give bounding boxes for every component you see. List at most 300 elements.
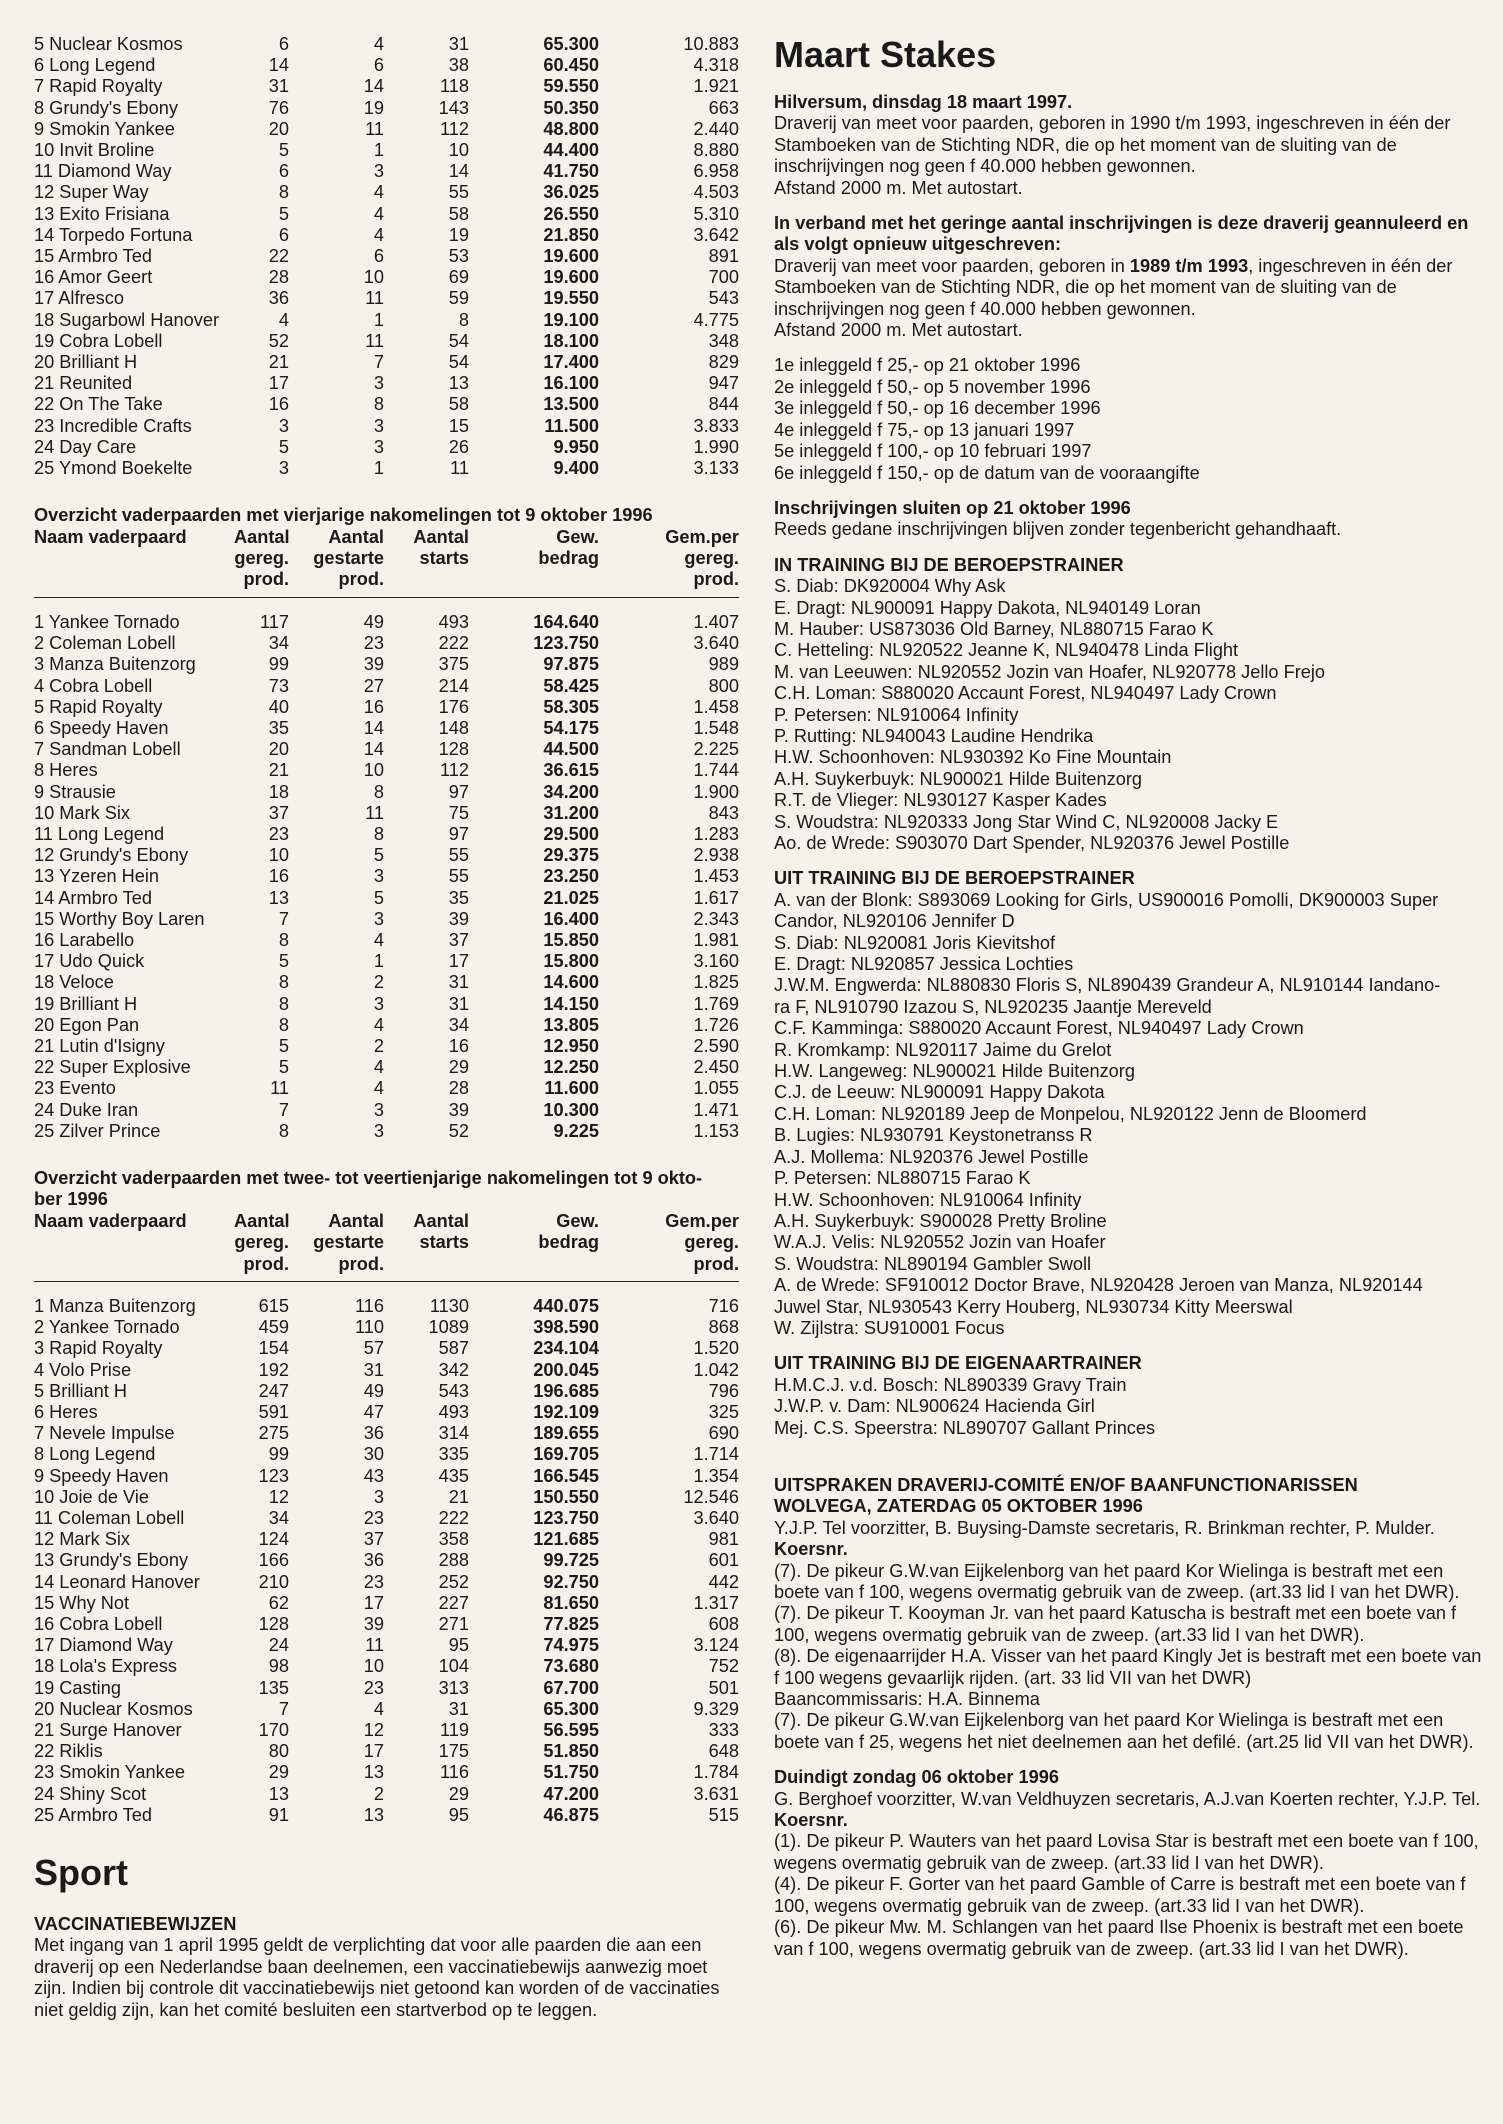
- table-cell: 20 Brilliant H: [34, 352, 138, 373]
- table-cell: 1.990: [693, 436, 739, 457]
- table-row: [34, 1508, 739, 1529]
- reissue-years: 1989 t/m 1993: [1129, 255, 1249, 276]
- table-cell: 21 Reunited: [34, 373, 133, 394]
- table-cell: 14: [363, 717, 384, 738]
- list-item: ra F, NL910790 Izazou S, NL920235 Jaantje Mereveld: [774, 996, 1212, 1017]
- table-cell: 99.725: [543, 1550, 599, 1571]
- table-cell: 1: [373, 458, 384, 479]
- table-cell: 247: [258, 1380, 289, 1401]
- list-item: J.W.M. Engwerda: NL880830 Floris S, NL890439 Grandeur A, NL910144 Iandano-: [774, 975, 1441, 996]
- table-cell: 10 Mark Six: [34, 802, 131, 823]
- table-cell: 3: [373, 1486, 384, 1507]
- table-cell: 1.153: [693, 1120, 739, 1141]
- table-cell: 7: [373, 352, 384, 373]
- table-cell: 3 Manza Buitenzorg: [34, 654, 196, 675]
- table-cell: 36.615: [543, 760, 599, 781]
- table-row: [34, 633, 739, 654]
- list-item: S. Woudstra: NL920333 Jong Star Wind C, NL920008 Jacky E: [774, 811, 1279, 832]
- table2-title: Overzicht vaderpaarden met vierjarige nakomelingen tot 9 oktober 1996: [34, 505, 653, 526]
- table3-title: Overzicht vaderpaarden met twee- tot veertienjarige nakomelingen tot 9 okto- ber 1996: [34, 1167, 703, 1210]
- table-cell: 9.950: [553, 436, 599, 457]
- table-cell: 50.350: [543, 97, 599, 118]
- list-item: B. Lugies: NL930791 Keystonetranss R: [774, 1125, 1093, 1146]
- table-cell: 51.850: [543, 1741, 599, 1762]
- owner-training-title: UIT TRAINING BIJ DE EIGENAARTRAINER: [774, 1353, 1142, 1374]
- table-cell: 11: [365, 1635, 384, 1656]
- table-cell: 10: [363, 1656, 384, 1677]
- duindigt-rulings: [774, 1831, 1484, 1959]
- table-row: [34, 1805, 739, 1826]
- table-cell: 97: [448, 781, 469, 802]
- table-cell: 39: [448, 908, 469, 929]
- reissue-distance: Afstand 2000 m. Met autostart.: [774, 320, 1023, 341]
- table-cell: 11: [365, 802, 384, 823]
- table-cell: 13.500: [543, 394, 599, 415]
- table-cell: 18 Veloce: [34, 972, 114, 993]
- table-cell: 22 Riklis: [34, 1741, 103, 1762]
- table-cell: 23: [363, 1571, 384, 1592]
- table-cell: 13: [268, 887, 289, 908]
- table-cell: 4: [373, 1057, 384, 1078]
- list-item: 4e inleggeld f 75,- op 13 januari 1997: [774, 419, 1075, 440]
- table-cell: 3.640: [693, 633, 739, 654]
- table-cell: 6 Long Legend: [34, 55, 156, 76]
- table-cell: 128: [258, 1614, 289, 1635]
- table-vierjarige: [34, 612, 739, 1142]
- table-cell: 20: [268, 118, 289, 139]
- table-cell: 325: [708, 1402, 739, 1423]
- table-cell: 54.175: [543, 717, 599, 738]
- list-item: (7). De pikeur G.W.van Eijkelenborg van het paard Kor Wielinga is bestraft met een boete van f 100, wegens overmatig gebruik van de zweep. (art.33 lid I van het DWR).: [774, 1560, 1460, 1602]
- table-cell: 3.640: [693, 1508, 739, 1529]
- table-cell: 116: [355, 1296, 384, 1316]
- table2-header: [34, 527, 739, 598]
- closing-text: Reeds gedane inschrijvingen blijven zonder tegenbericht gehandhaaft.: [774, 519, 1342, 540]
- table-cell: 10 Invit Broline: [34, 140, 155, 161]
- table-cell: 5 Nuclear Kosmos: [34, 34, 183, 54]
- table-cell: 8: [278, 1014, 289, 1035]
- table-cell: 36: [363, 1423, 384, 1444]
- table-cell: 829: [708, 352, 739, 373]
- table-cell: 4.775: [693, 309, 739, 330]
- table-row: [34, 1444, 739, 1465]
- table-row: [34, 1466, 739, 1487]
- table-cell: 2.440: [693, 118, 739, 139]
- table-cell: 80: [268, 1741, 289, 1762]
- table-row: [34, 310, 739, 331]
- table-cell: 22 Super Explosive: [34, 1057, 191, 1078]
- table-cell: 34: [268, 633, 289, 654]
- table-row: [34, 888, 739, 909]
- table-cell: 110: [355, 1317, 384, 1338]
- table-cell: 222: [438, 633, 469, 654]
- table-row: [34, 1678, 739, 1699]
- table-cell: 358: [438, 1529, 469, 1550]
- table-cell: 34: [448, 1014, 469, 1035]
- table-cell: 13: [448, 373, 469, 394]
- table-cell: 5: [278, 203, 289, 224]
- table-row: [34, 782, 739, 803]
- table-cell: 4: [373, 203, 384, 224]
- table-row: [34, 331, 739, 352]
- table-cell: 1.825: [693, 972, 739, 993]
- table-cell: 65.300: [543, 34, 599, 54]
- table-cell: 43: [363, 1465, 384, 1486]
- table-cell: 1: [373, 951, 384, 972]
- table-cell: 95: [448, 1635, 469, 1656]
- table-cell: 25 Zilver Prince: [34, 1120, 161, 1141]
- right-column: [774, 34, 1484, 1960]
- table-cell: 222: [438, 1508, 469, 1529]
- table-cell: 4: [373, 224, 384, 245]
- table-cell: 947: [708, 373, 739, 394]
- stakes-intro: Draverij van meet voor paarden, geboren in 1990 t/m 1993, ingeschreven in één der Stamboeken van de Stichting NDR, die op het moment van de sluiting van de inschrijvingen nog geen f 40.000 hebben gewonnen.: [774, 113, 1451, 177]
- table-cell: 5.310: [693, 203, 739, 224]
- table-cell: 150.550: [533, 1486, 599, 1507]
- list-item: Candor, NL920106 Jennifer D: [774, 911, 1015, 932]
- list-item: P. Petersen: NL910064 Infinity: [774, 704, 1019, 725]
- table-row: [34, 1057, 739, 1078]
- table-cell: 515: [708, 1804, 739, 1825]
- table-row: [34, 1762, 739, 1783]
- table-cell: 501: [708, 1677, 739, 1698]
- list-item: (6). De pikeur Mw. M. Schlangen van het paard Ilse Phoenix is bestraft met een boete van f 100, wegens overmatig gebruik van de zweep. (art.33 lid I van het DWR).: [774, 1917, 1464, 1959]
- table-cell: 25 Armbro Ted: [34, 1804, 152, 1825]
- table-cell: 200.045: [533, 1359, 599, 1380]
- table-cell: 18: [268, 781, 289, 802]
- table-cell: 31: [448, 972, 469, 993]
- table-cell: 38: [448, 55, 469, 76]
- table-cell: 69: [448, 267, 469, 288]
- reissue-text: [774, 256, 1484, 320]
- rulings-title: UITSPRAKEN DRAVERIJ-COMITÉ EN/OF BAANFUNCTIONARISSEN: [774, 1474, 1358, 1495]
- owner-training-list: [774, 1375, 1484, 1439]
- table-cell: 12: [268, 1486, 289, 1507]
- table-cell: 6: [278, 34, 289, 54]
- table-cell: 8: [373, 781, 384, 802]
- table-cell: 58: [448, 203, 469, 224]
- table-cell: 52: [448, 1120, 469, 1141]
- table-cell: 39: [363, 1614, 384, 1635]
- list-item: A.J. Mollema: NL920376 Jewel Postille: [774, 1146, 1089, 1167]
- table-cell: 98: [268, 1656, 289, 1677]
- table-cell: 31: [363, 1359, 384, 1380]
- table-row: [34, 394, 739, 415]
- table-cell: 20 Egon Pan: [34, 1014, 140, 1035]
- table-cell: 16.100: [543, 373, 599, 394]
- table-cell: 11: [365, 330, 384, 351]
- table-cell: 2 Yankee Tornado: [34, 1317, 180, 1338]
- table-cell: 24: [268, 1635, 289, 1656]
- in-training-list: [774, 576, 1484, 854]
- table-cell: 11 Long Legend: [34, 823, 165, 844]
- table-row: [34, 1296, 739, 1317]
- reissue-post: , ingeschreven in één der Stamboeken van de Stichting NDR, die op het moment van de sluiting van de inschrijvingen nog geen f 40.000 hebben gewonnen.: [774, 255, 1453, 319]
- table-row: [34, 824, 739, 845]
- table-row: [34, 1699, 739, 1720]
- table-cell: 13 Exito Frisiana: [34, 203, 170, 224]
- table-cell: 54: [448, 330, 469, 351]
- wolvega-officials: Y.J.P. Tel voorzitter, B. Buysing-Damste secretaris, R. Brinkman rechter, P. Mulder.: [774, 1517, 1435, 1538]
- table-cell: 8: [278, 1120, 289, 1141]
- table-cell: 11: [365, 118, 384, 139]
- list-item: 3e inleggeld f 50,- op 16 december 1996: [774, 398, 1101, 419]
- table-cell: 4: [373, 929, 384, 950]
- list-item: S. Diab: NL920081 Joris Kievitshof: [774, 932, 1056, 953]
- table-cell: 21 Surge Hanover: [34, 1720, 182, 1741]
- table-cell: 49: [363, 1380, 384, 1401]
- table-cell: 11 Coleman Lobell: [34, 1508, 185, 1529]
- table-row: [34, 416, 739, 437]
- table-cell: 2.450: [693, 1057, 739, 1078]
- table-cell: 14 Leonard Hanover: [34, 1571, 200, 1592]
- table-row: [34, 1550, 739, 1571]
- list-item: C.F. Kamminga: S880020 Accaunt Forest, NL940497 Lady Crown: [774, 1018, 1304, 1039]
- table-cell: 29.500: [543, 823, 599, 844]
- list-item: P. Petersen: NL880715 Farao K: [774, 1168, 1031, 1189]
- table-cell: 2: [373, 1035, 384, 1056]
- table-cell: 7: [278, 1698, 289, 1719]
- table-row: [34, 246, 739, 267]
- table-cell: 19: [363, 97, 384, 118]
- table-row: [34, 373, 739, 394]
- table-cell: 47.200: [543, 1783, 599, 1804]
- table-cell: 700: [708, 267, 739, 288]
- table-cell: 13: [363, 1762, 384, 1783]
- table-cell: 31: [448, 993, 469, 1014]
- table-cell: 8: [278, 972, 289, 993]
- table-cell: 23.250: [543, 866, 599, 887]
- table-cell: 15 Worthy Boy Laren: [34, 908, 205, 929]
- table-cell: 16: [268, 866, 289, 887]
- list-item: A. de Wrede: SF910012 Doctor Brave, NL920428 Jeroen van Manza, NL920144: [774, 1275, 1423, 1296]
- table-cell: 67.700: [543, 1677, 599, 1698]
- table-cell: 10: [363, 760, 384, 781]
- table-cell: 4: [373, 1698, 384, 1719]
- table-cell: 1: [373, 309, 384, 330]
- table-cell: 2.590: [693, 1035, 739, 1056]
- table-cell: 2.343: [693, 908, 739, 929]
- table-cell: 1.042: [693, 1359, 739, 1380]
- out-training-title: UIT TRAINING BIJ DE BEROEPSTRAINER: [774, 868, 1135, 889]
- in-training-title: IN TRAINING BIJ DE BEROEPSTRAINER: [774, 554, 1124, 575]
- table-cell: 73: [268, 675, 289, 696]
- list-item: (7). De pikeur G.W.van Eijkelenborg van het paard Kor Wielinga is bestraft met een boete van f 25, wegens het niet deelnemen aan het defilé. (art.25 lid VII van het DWR).: [774, 1710, 1474, 1752]
- table-row: [34, 55, 739, 76]
- table-cell: 1.055: [693, 1078, 739, 1099]
- table-cell: 25 Ymond Boekelte: [34, 458, 193, 479]
- table-cell: 7 Nevele Impulse: [34, 1423, 175, 1444]
- column-header: Aantal starts: [413, 1210, 469, 1253]
- table-cell: 166: [258, 1550, 289, 1571]
- table-cell: 3: [373, 161, 384, 182]
- table-cell: 2: [373, 972, 384, 993]
- table-cell: 981: [708, 1529, 739, 1550]
- table-row: [34, 697, 739, 718]
- table-cell: 3: [373, 866, 384, 887]
- table-cell: 14: [363, 739, 384, 760]
- table-row: [34, 1360, 739, 1381]
- list-item: S. Diab: DK920004 Why Ask: [774, 576, 1006, 597]
- table-cell: 1.354: [693, 1465, 739, 1486]
- list-item: S. Woudstra: NL890194 Gambler Swoll: [774, 1253, 1092, 1274]
- table-cell: 37: [448, 929, 469, 950]
- table-cell: 13: [363, 1804, 384, 1825]
- table-row: [34, 739, 739, 760]
- table-cell: 6: [278, 224, 289, 245]
- table-cell: 17: [363, 1592, 384, 1613]
- table-cell: 23 Evento: [34, 1078, 116, 1099]
- table-cell: 20 Nuclear Kosmos: [34, 1698, 193, 1719]
- column-header: Aantal gereg. prod.: [234, 526, 290, 590]
- table-cell: 18 Sugarbowl Hanover: [34, 309, 220, 330]
- table-cell: 11 Diamond Way: [34, 161, 172, 182]
- list-item: 1e inleggeld f 25,- op 21 oktober 1996: [774, 355, 1081, 376]
- table-cell: 10 Joie de Vie: [34, 1486, 149, 1507]
- table-cell: 16 Cobra Lobell: [34, 1614, 163, 1635]
- list-item: (1). De pikeur P. Wauters van het paard Lovisa Star is bestraft met een boete van f 100, wegens overmatig gebruik van de zweep. (art.33 lid I van het DWR).: [774, 1831, 1479, 1873]
- table-cell: 14: [363, 76, 384, 97]
- table-cell: 8.880: [693, 140, 739, 161]
- table-cell: 10.300: [543, 1099, 599, 1120]
- table-cell: 3: [278, 458, 289, 479]
- table-cell: 843: [708, 802, 739, 823]
- table-cell: 4.318: [693, 55, 739, 76]
- table-cell: 440.075: [533, 1296, 599, 1316]
- list-item: 2e inleggeld f 50,- op 5 november 1996: [774, 376, 1091, 397]
- table-cell: 3: [373, 415, 384, 436]
- table-cell: 13 Grundy's Ebony: [34, 1550, 189, 1571]
- list-item: 5e inleggeld f 100,- op 10 februari 1997: [774, 441, 1092, 462]
- maart-stakes-heading: Maart Stakes: [774, 34, 997, 75]
- table-cell: 10: [268, 845, 289, 866]
- table-cell: 615: [258, 1296, 289, 1316]
- table-cell: 1.520: [693, 1338, 739, 1359]
- duindigt-title: Duindigt zondag 06 oktober 1996: [774, 1767, 1059, 1788]
- table-cell: 6: [373, 246, 384, 267]
- list-item: (7). De pikeur T. Kooyman Jr. van het paard Katuscha is bestraft met een boete van f 100, wegens overmatig gebruik van de zweep. (art.33 lid I van het DWR).: [774, 1603, 1457, 1645]
- list-item: (4). De pikeur F. Gorter van het paard Gamble of Carre is bestraft met een boete van f 100, wegens overmatig gebruik van de zweep. (art.33 lid I van het DWR).: [774, 1874, 1466, 1916]
- table-cell: 40: [268, 696, 289, 717]
- table-cell: 21 Lutin d'Isigny: [34, 1035, 165, 1056]
- table-cell: 60.450: [543, 55, 599, 76]
- list-item: C.H. Loman: NL920189 Jeep de Monpelou, NL920122 Jenn de Bloomerd: [774, 1103, 1367, 1124]
- table-cell: 92.750: [543, 1571, 599, 1592]
- table-cell: 13.805: [543, 1014, 599, 1035]
- table-row: [34, 845, 739, 866]
- column-header: Aantal gereg. prod.: [234, 1210, 290, 1274]
- table-cell: 5: [278, 1057, 289, 1078]
- table-row: [34, 1015, 739, 1036]
- table-cell: 7: [278, 1099, 289, 1120]
- table-cell: 19: [448, 224, 469, 245]
- table-row: [34, 951, 739, 972]
- table-cell: 663: [708, 97, 739, 118]
- table-cell: 1.744: [693, 760, 739, 781]
- column-header: Gew. bedrag: [538, 526, 599, 569]
- table-cell: 12: [363, 1720, 384, 1741]
- table-cell: 19.600: [543, 267, 599, 288]
- table-row: [34, 1317, 739, 1338]
- table-cell: 5 Rapid Royalty: [34, 696, 163, 717]
- table-cell: 4: [278, 309, 289, 330]
- column-header: Aantal gestarte prod.: [313, 1210, 384, 1274]
- table-row: [34, 437, 739, 458]
- table-row: [34, 994, 739, 1015]
- list-item: Juwel Star, NL930543 Kerry Houberg, NL930734 Kitty Meerswal: [774, 1296, 1293, 1317]
- table-cell: 6 Speedy Haven: [34, 717, 169, 738]
- list-item: Ao. de Wrede: S903070 Dart Spender, NL920376 Jewel Postille: [774, 833, 1290, 853]
- table-cell: 5: [278, 1035, 289, 1056]
- table-cell: 8: [278, 182, 289, 203]
- table-row: [34, 182, 739, 203]
- table-cell: 62: [268, 1592, 289, 1613]
- table-cell: 1.407: [693, 611, 739, 632]
- table-cell: 5: [373, 845, 384, 866]
- table-cell: 1.769: [693, 993, 739, 1014]
- table-cell: 36.025: [543, 182, 599, 203]
- table-cell: 5 Brilliant H: [34, 1380, 127, 1401]
- table-cell: 59.550: [543, 76, 599, 97]
- table-cell: 16 Larabello: [34, 929, 135, 950]
- table-cell: 20: [268, 739, 289, 760]
- table-cell: 210: [258, 1571, 289, 1592]
- closing-title: Inschrijvingen sluiten op 21 oktober 1996: [774, 497, 1131, 518]
- table-cell: 1.981: [693, 929, 739, 950]
- list-item: W.A.J. Velis: NL920552 Jozin van Hoafer: [774, 1232, 1106, 1253]
- table-cell: 13 Yzeren Hein: [34, 866, 160, 887]
- table-cell: 29: [448, 1057, 469, 1078]
- cancel-notice: In verband met het geringe aantal inschrijvingen is deze draverij geannuleerd en als volgt opnieuw uitgeschreven:: [774, 213, 1469, 255]
- table-cell: 288: [438, 1550, 469, 1571]
- table-cell: 398.590: [533, 1317, 599, 1338]
- table-cell: 164.640: [533, 611, 599, 632]
- table-cell: 1.471: [693, 1099, 739, 1120]
- table-cell: 543: [438, 1380, 469, 1401]
- table-cell: 11: [270, 1078, 289, 1099]
- table-row: [34, 204, 739, 225]
- column-header: Aantal starts: [413, 526, 469, 569]
- table-cell: 3.833: [693, 415, 739, 436]
- table-cell: 55: [448, 845, 469, 866]
- wolvega-title: WOLVEGA, ZATERDAG 05 OKTOBER 1996: [774, 1496, 1143, 1517]
- table-cell: 55: [448, 866, 469, 887]
- table-cell: 37: [268, 802, 289, 823]
- table-row: [34, 930, 739, 951]
- table-row: [34, 676, 739, 697]
- table-cell: 36: [363, 1550, 384, 1571]
- table-row: [34, 1720, 739, 1741]
- table-cell: 1130: [429, 1296, 469, 1316]
- table-cell: 1.726: [693, 1014, 739, 1035]
- table-cell: 24 Shiny Scot: [34, 1783, 147, 1804]
- table-cell: 3.642: [693, 224, 739, 245]
- table-cell: 21.850: [543, 224, 599, 245]
- table-row: [34, 1100, 739, 1121]
- table-cell: 169.705: [533, 1444, 599, 1465]
- vaccination-text: Met ingang van 1 april 1995 geldt de verplichting dat voor alle paarden die aan een draverij op een Nederlandse baan deelnemen, een vaccinatiebewijs aanwezig moet zijn. Indien bij controle dit vaccinatiebewijs niet getoond kan worden of de vaccinaties niet geldig zijn, kan het comité besluiten een startverbod op te leggen.: [34, 1935, 720, 2020]
- table-row: [34, 972, 739, 993]
- table-cell: 56.595: [543, 1720, 599, 1741]
- table-cell: 3.124: [693, 1635, 739, 1656]
- table-cell: 2.938: [693, 845, 739, 866]
- table-cell: 12 Mark Six: [34, 1529, 131, 1550]
- table-cell: 34.200: [543, 781, 599, 802]
- table-cell: 252: [438, 1571, 469, 1592]
- table-cell: 3: [278, 415, 289, 436]
- table-cell: 57: [363, 1338, 384, 1359]
- table-cell: 39: [448, 1099, 469, 1120]
